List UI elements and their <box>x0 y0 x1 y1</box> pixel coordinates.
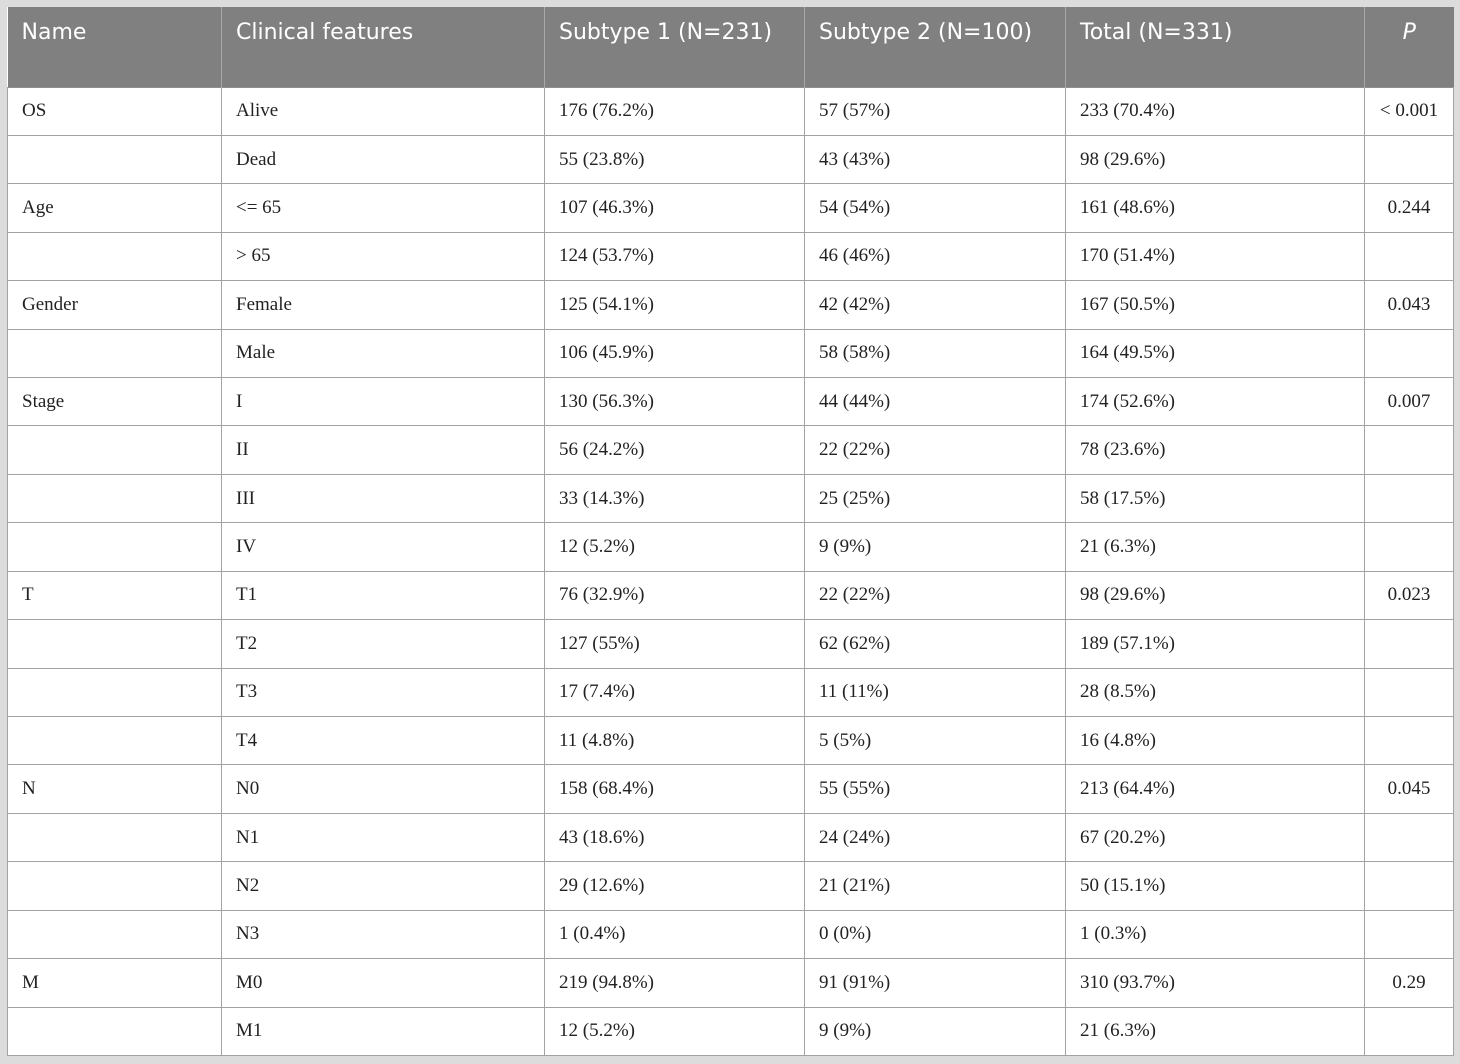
table-row <box>8 910 1454 958</box>
cell-clinical-feature: N0 <box>222 765 545 813</box>
cell-subtype-2: 58 (58%) <box>805 329 1066 377</box>
cell-p-value: < 0.001 <box>1365 87 1454 135</box>
cell-p-value <box>1365 1007 1454 1055</box>
cell-name <box>8 329 222 377</box>
cell-subtype-2: 91 (91%) <box>805 959 1066 1007</box>
header-name: Name <box>8 7 222 87</box>
cell-name <box>8 716 222 764</box>
cell-name <box>8 135 222 183</box>
table-row <box>8 1007 1454 1055</box>
cell-subtype-1: 176 (76.2%) <box>545 87 805 135</box>
cell-name: OS <box>8 87 222 135</box>
cell-subtype-2: 57 (57%) <box>805 87 1066 135</box>
cell-total: 98 (29.6%) <box>1066 571 1365 619</box>
cell-clinical-feature: II <box>222 426 545 474</box>
cell-p-value <box>1365 813 1454 861</box>
cell-p-value: 0.244 <box>1365 184 1454 232</box>
cell-p-value <box>1365 910 1454 958</box>
table-row <box>8 571 1454 619</box>
cell-clinical-feature: M1 <box>222 1007 545 1055</box>
cell-subtype-1: 29 (12.6%) <box>545 862 805 910</box>
cell-name <box>8 1007 222 1055</box>
cell-subtype-1: 219 (94.8%) <box>545 959 805 1007</box>
table-row <box>8 378 1454 426</box>
cell-clinical-feature: Female <box>222 281 545 329</box>
cell-clinical-feature: III <box>222 474 545 522</box>
cell-subtype-1: 33 (14.3%) <box>545 474 805 522</box>
cell-p-value: 0.023 <box>1365 571 1454 619</box>
cell-total: 1 (0.3%) <box>1066 910 1365 958</box>
cell-total: 310 (93.7%) <box>1066 959 1365 1007</box>
cell-clinical-feature: Male <box>222 329 545 377</box>
cell-subtype-1: 12 (5.2%) <box>545 523 805 571</box>
cell-name: T <box>8 571 222 619</box>
cell-p-value: 0.29 <box>1365 959 1454 1007</box>
cell-subtype-1: 158 (68.4%) <box>545 765 805 813</box>
header-total: Total (N=331) <box>1066 7 1365 87</box>
cell-total: 189 (57.1%) <box>1066 620 1365 668</box>
cell-clinical-feature: T2 <box>222 620 545 668</box>
cell-total: 98 (29.6%) <box>1066 135 1365 183</box>
cell-p-value <box>1365 426 1454 474</box>
table-row <box>8 862 1454 910</box>
cell-total: 170 (51.4%) <box>1066 232 1365 280</box>
table-row <box>8 765 1454 813</box>
cell-subtype-1: 107 (46.3%) <box>545 184 805 232</box>
cell-name <box>8 523 222 571</box>
cell-name <box>8 910 222 958</box>
cell-total: 16 (4.8%) <box>1066 716 1365 764</box>
cell-p-value: 0.045 <box>1365 765 1454 813</box>
cell-name <box>8 668 222 716</box>
header-subtype-2: Subtype 2 (N=100) <box>805 7 1066 87</box>
cell-subtype-2: 11 (11%) <box>805 668 1066 716</box>
cell-subtype-1: 56 (24.2%) <box>545 426 805 474</box>
header-subtype-1: Subtype 1 (N=231) <box>545 7 805 87</box>
cell-subtype-2: 43 (43%) <box>805 135 1066 183</box>
cell-subtype-2: 62 (62%) <box>805 620 1066 668</box>
cell-total: 67 (20.2%) <box>1066 813 1365 861</box>
cell-subtype-1: 127 (55%) <box>545 620 805 668</box>
cell-subtype-1: 55 (23.8%) <box>545 135 805 183</box>
cell-subtype-2: 25 (25%) <box>805 474 1066 522</box>
table-row <box>8 716 1454 764</box>
table-row <box>8 668 1454 716</box>
cell-total: 164 (49.5%) <box>1066 329 1365 377</box>
table-row <box>8 135 1454 183</box>
cell-total: 50 (15.1%) <box>1066 862 1365 910</box>
cell-name: Stage <box>8 378 222 426</box>
cell-total: 21 (6.3%) <box>1066 1007 1365 1055</box>
cell-subtype-2: 0 (0%) <box>805 910 1066 958</box>
cell-subtype-2: 22 (22%) <box>805 571 1066 619</box>
cell-clinical-feature: <= 65 <box>222 184 545 232</box>
cell-name <box>8 474 222 522</box>
cell-clinical-feature: N1 <box>222 813 545 861</box>
cell-subtype-2: 5 (5%) <box>805 716 1066 764</box>
cell-clinical-feature: > 65 <box>222 232 545 280</box>
cell-p-value: 0.007 <box>1365 378 1454 426</box>
cell-subtype-1: 43 (18.6%) <box>545 813 805 861</box>
cell-total: 161 (48.6%) <box>1066 184 1365 232</box>
cell-clinical-feature: I <box>222 378 545 426</box>
cell-subtype-1: 130 (56.3%) <box>545 378 805 426</box>
cell-total: 174 (52.6%) <box>1066 378 1365 426</box>
cell-total: 58 (17.5%) <box>1066 474 1365 522</box>
cell-subtype-1: 1 (0.4%) <box>545 910 805 958</box>
cell-p-value <box>1365 474 1454 522</box>
header-clinical-features: Clinical features <box>222 7 545 87</box>
cell-name <box>8 862 222 910</box>
cell-subtype-2: 42 (42%) <box>805 281 1066 329</box>
cell-p-value <box>1365 232 1454 280</box>
header-row <box>8 7 1454 87</box>
cell-subtype-2: 46 (46%) <box>805 232 1066 280</box>
cell-subtype-2: 55 (55%) <box>805 765 1066 813</box>
cell-name <box>8 232 222 280</box>
cell-total: 21 (6.3%) <box>1066 523 1365 571</box>
table-row <box>8 184 1454 232</box>
cell-clinical-feature: Alive <box>222 87 545 135</box>
cell-subtype-1: 12 (5.2%) <box>545 1007 805 1055</box>
cell-clinical-feature: Dead <box>222 135 545 183</box>
cell-total: 78 (23.6%) <box>1066 426 1365 474</box>
cell-name <box>8 620 222 668</box>
cell-total: 167 (50.5%) <box>1066 281 1365 329</box>
cell-subtype-1: 124 (53.7%) <box>545 232 805 280</box>
cell-p-value <box>1365 620 1454 668</box>
cell-name <box>8 813 222 861</box>
cell-p-value <box>1365 329 1454 377</box>
cell-subtype-2: 9 (9%) <box>805 523 1066 571</box>
cell-p-value <box>1365 862 1454 910</box>
cell-clinical-feature: N2 <box>222 862 545 910</box>
cell-clinical-feature: T3 <box>222 668 545 716</box>
cell-clinical-feature: IV <box>222 523 545 571</box>
cell-total: 28 (8.5%) <box>1066 668 1365 716</box>
table-header <box>8 7 1454 87</box>
header-p-value: P <box>1365 7 1454 87</box>
cell-subtype-1: 125 (54.1%) <box>545 281 805 329</box>
cell-p-value <box>1365 716 1454 764</box>
cell-clinical-feature: N3 <box>222 910 545 958</box>
cell-subtype-1: 17 (7.4%) <box>545 668 805 716</box>
cell-p-value <box>1365 135 1454 183</box>
cell-name: M <box>8 959 222 1007</box>
table-row <box>8 87 1454 135</box>
cell-clinical-feature: T1 <box>222 571 545 619</box>
cell-subtype-1: 106 (45.9%) <box>545 329 805 377</box>
table-row <box>8 426 1454 474</box>
cell-total: 233 (70.4%) <box>1066 87 1365 135</box>
table-row <box>8 232 1454 280</box>
cell-p-value <box>1365 523 1454 571</box>
cell-name: Age <box>8 184 222 232</box>
table-row <box>8 474 1454 522</box>
table-row <box>8 813 1454 861</box>
table-row <box>8 281 1454 329</box>
cell-total: 213 (64.4%) <box>1066 765 1365 813</box>
cell-subtype-1: 11 (4.8%) <box>545 716 805 764</box>
cell-subtype-2: 21 (21%) <box>805 862 1066 910</box>
cell-subtype-2: 22 (22%) <box>805 426 1066 474</box>
cell-name <box>8 426 222 474</box>
table-row <box>8 329 1454 377</box>
cell-p-value <box>1365 668 1454 716</box>
cell-subtype-2: 54 (54%) <box>805 184 1066 232</box>
table-body <box>8 87 1454 1056</box>
cell-p-value: 0.043 <box>1365 281 1454 329</box>
cell-name: Gender <box>8 281 222 329</box>
cell-subtype-1: 76 (32.9%) <box>545 571 805 619</box>
clinical-features-table <box>7 7 1454 1056</box>
cell-clinical-feature: M0 <box>222 959 545 1007</box>
cell-name: N <box>8 765 222 813</box>
cell-subtype-2: 24 (24%) <box>805 813 1066 861</box>
table-row <box>8 620 1454 668</box>
cell-clinical-feature: T4 <box>222 716 545 764</box>
cell-subtype-2: 9 (9%) <box>805 1007 1066 1055</box>
cell-subtype-2: 44 (44%) <box>805 378 1066 426</box>
table-container <box>7 7 1453 1056</box>
table-row <box>8 959 1454 1007</box>
table-row <box>8 523 1454 571</box>
